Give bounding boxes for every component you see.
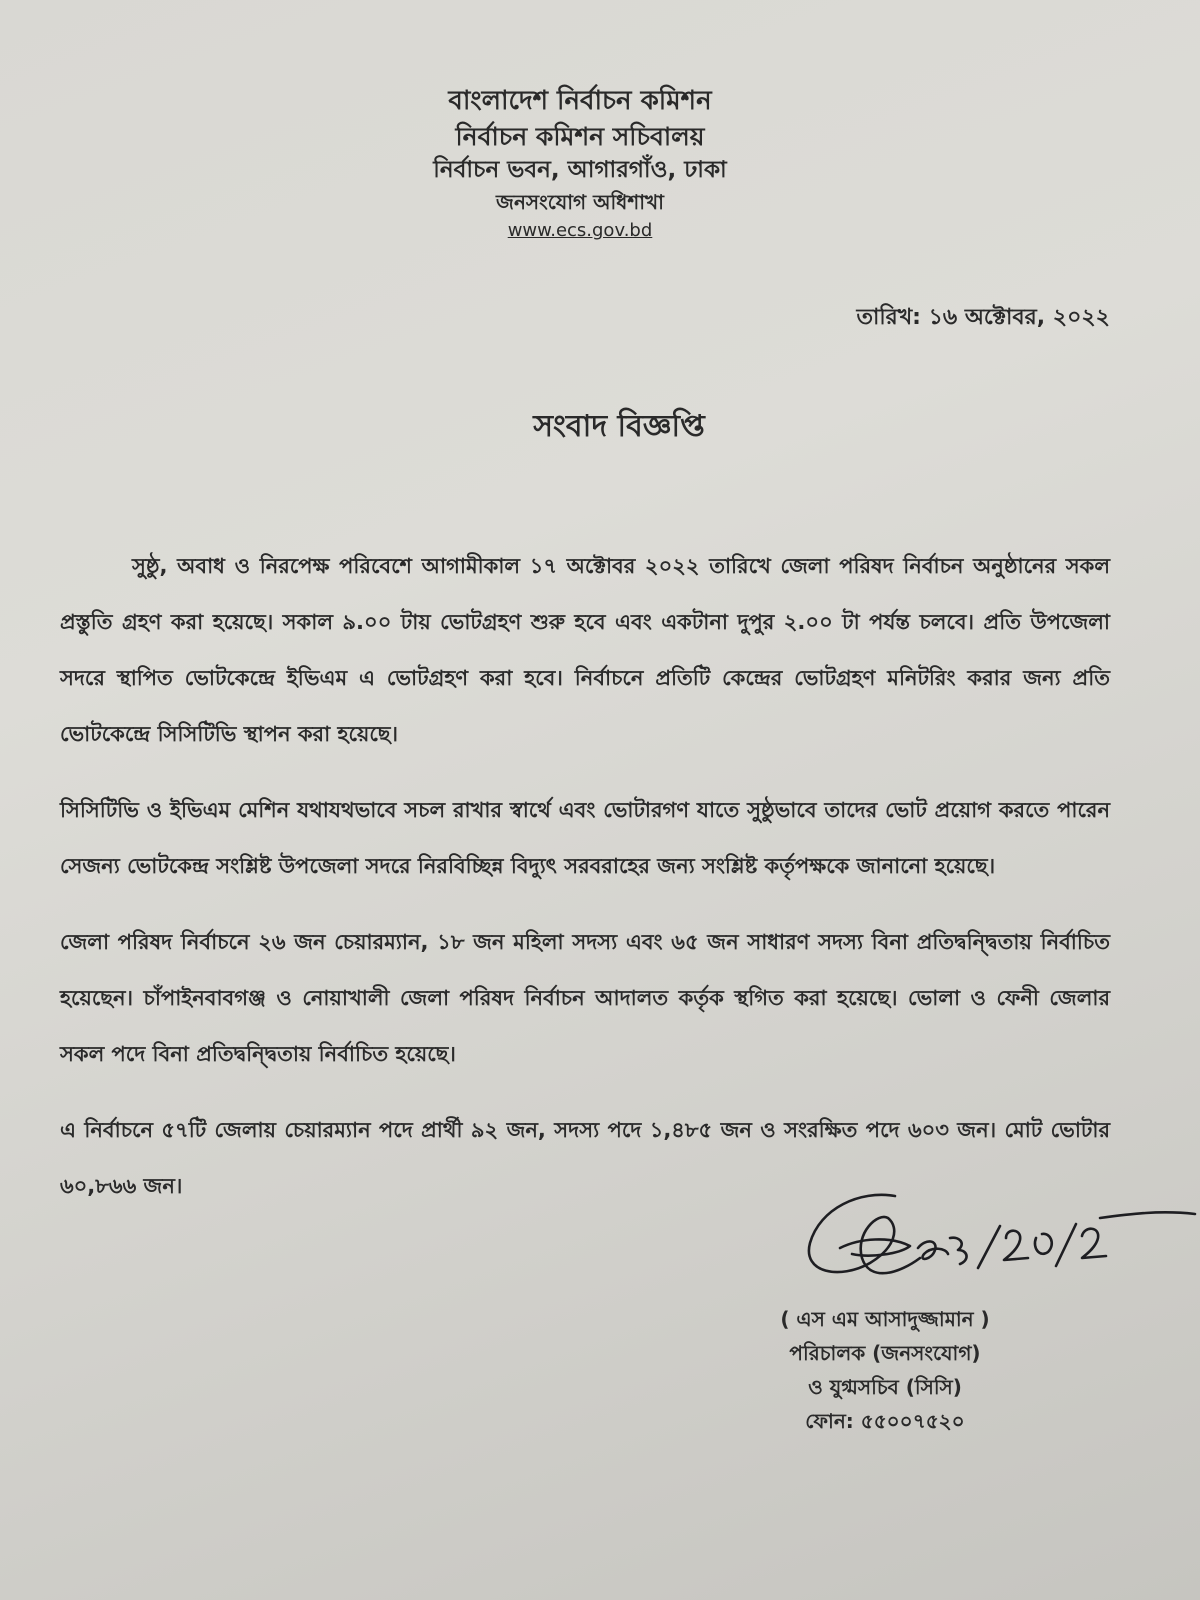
- issue-date: তারিখ: ১৬ অক্টোবর, ২০২২: [856, 305, 1110, 330]
- organization-name: বাংলাদেশ নির্বাচন কমিশন: [448, 86, 712, 116]
- office-address: নির্বাচন ভবন, আগারগাঁও, ঢাকা: [433, 157, 727, 183]
- paragraph-2: সিসিটিভি ও ইভিএম মেশিন যথাযথভাবে সচল রাখার স্বার্থে এবং ভোটারগণ যাতে সুষ্ঠুভাবে তাদের ভোট প্রয়োগ করতে পারেন সেজন্য ভোটকেন্দ্র সংশ্লিষ্ট উপজেলা সদরে নিরবিচ্ছিন্ন বিদ্যুৎ সরবরাহের জন্য সংশ্লিষ্ট কর্তৃপক্ষকে জানানো হয়েছে।: [60, 798, 1110, 878]
- paragraph-3: জেলা পরিষদ নির্বাচনে ২৬ জন চেয়ারম্যান, ১৮ জন মহিলা সদস্য এবং ৬৫ জন সাধারণ সদস্য বিনা প্রতিদ্বন্দ্বিতায় নির্বাচিত হয়েছেন। চাঁপাইনবাবগঞ্জ ও নোয়াখালী জেলা পরিষদ নির্বাচন আদালত কর্তৃক স্থগিত করা হয়েছে। ভোলা ও ফেনী জেলার সকল পদে বিনা প্রতিদ্বন্দ্বিতায় নির্বাচিত হয়েছে।: [60, 930, 1110, 1066]
- paragraph-4: এ নির্বাচনে ৫৭টি জেলায় চেয়ারম্যান পদে প্রার্থী ৯২ জন, সদস্য পদে ১,৪৮৫ জন ও সংরক্ষিত পদে ৬০৩ জন। মোট ভোটার ৬০,৮৬৬ জন।: [60, 1118, 1110, 1198]
- paragraph-1: সুষ্ঠু, অবাধ ও নিরপেক্ষ পরিবেশে আগামীকাল ১৭ অক্টোবর ২০২২ তারিখে জেলা পরিষদ নির্বাচন অনুষ্ঠানের সকল প্রস্তুতি গ্রহণ করা হয়েছে। সকাল ৯.০০ টায় ভোটগ্রহণ শুরু হবে এবং একটানা দুপুর ২.০০ টা পর্যন্ত চলবে। প্রতি উপজেলা সদরে স্থাপিত ভোটকেন্দ্রে ইভিএম এ ভোটগ্রহণ করা হবে। নির্বাচনে প্রতিটি কেন্দ্রের ভোটগ্রহণ মনিটরিং করার জন্য প্রতি ভোটকেন্দ্রে সিসিটিভি স্থাপন করা হয়েছে।: [60, 554, 1110, 746]
- signatory-designation: পরিচালক (জনসংযোগ): [789, 1341, 981, 1365]
- website-link: www.ecs.gov.bd: [507, 220, 653, 241]
- signatory-name: ( এস এম আসাদুজ্জামান ): [780, 1307, 990, 1331]
- signatory-designation-2: ও যুগ্মসচিব (সিসি): [808, 1375, 962, 1399]
- handwritten-signature: [800, 1188, 1200, 1308]
- branch-name: জনসংযোগ অধিশাখা: [496, 190, 664, 214]
- signatory-block: [740, 1302, 1030, 1438]
- secretariat-name: নির্বাচন কমিশন সচিবালয়: [455, 122, 705, 151]
- document-title: সংবাদ বিজ্ঞপ্তি: [533, 409, 705, 444]
- signatory-phone: ফোন: ৫৫০০৭৫২০: [805, 1409, 965, 1433]
- letterhead: [300, 88, 860, 241]
- document-body: [60, 538, 1110, 1234]
